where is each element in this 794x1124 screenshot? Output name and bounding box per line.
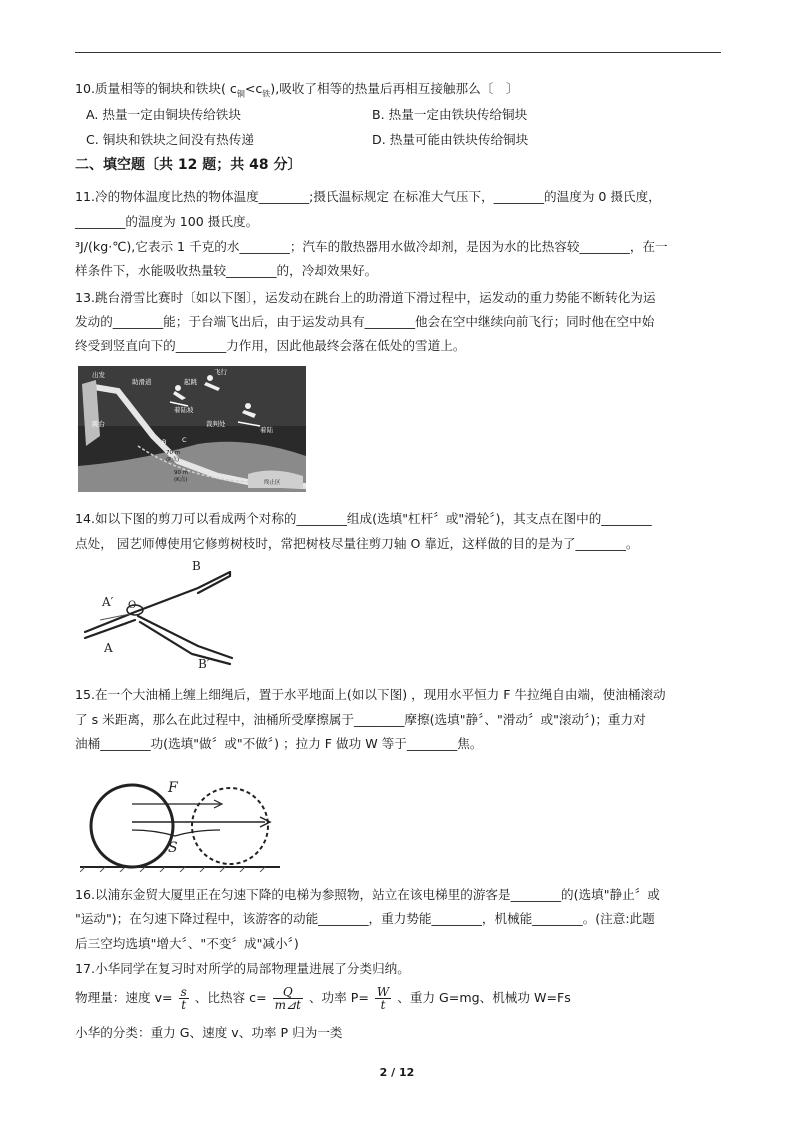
q17-line-1: 17.小华同学在复习时对所学的局部物理量进展了分类归纳。: [75, 961, 410, 976]
q17-formulas: 物理量：速度 v= $\frac{s}{t}$ 、比热容 c= $\frac{Q}{m⊿t}$ 、功率 P= $\frac{W}{t}$ 、重力 G=mg、机械功 W=Fs: [75, 985, 571, 1012]
q15-line-2: 了 s 米距离，那么在此过程中，油桶所受摩擦属于________摩擦(选填"静〞、"滑动〞或"滚动〞)；重力对: [75, 712, 646, 727]
q10-option-d[interactable]: D. 热量可能由铁块传给铜块: [372, 132, 529, 147]
fig-label-landing-slope: 着陆坡: [174, 406, 194, 414]
q17-line-3: 小华的分类：重力 G、速度 v、功率 P 归为一类: [75, 1025, 343, 1040]
header-rule: [75, 52, 721, 53]
fig-label-a-prime: A′: [102, 595, 114, 609]
q11-line-1: 11.冷的物体温度比热的物体温度________;摄氏温标规定 在标准大气压下，________的温度为 0 摄氏度，: [75, 189, 661, 204]
fig-label-b-prime: B′: [198, 657, 210, 670]
fig-label-runway: 助滑道: [132, 378, 152, 386]
fig-label-takeoff: 起跳: [184, 378, 197, 386]
fig-label-judge: 裁判处: [206, 420, 226, 428]
fig-label-b: B: [162, 438, 167, 446]
q16-line-2: "运动")；在匀速下降过程中，该游客的动能________，重力势能________，机械能________。(注意:此题: [75, 911, 655, 926]
q10-stem: 10.质量相等的铜块和铁块( $c_铜<c_铁$),吸收了相等的热量后再相互接触那么〔 〕: [75, 81, 519, 99]
fig-label-f: F: [168, 780, 178, 796]
fig-label-land: 着陆: [260, 426, 273, 434]
specific-heat-fraction: $\frac{Q}{m⊿t}$: [274, 985, 301, 1012]
q10-option-a[interactable]: A. 热量一定由铜块传给铁块: [86, 107, 241, 122]
q10-option-c[interactable]: C. 铜块和铁块之间没有热传递: [86, 132, 254, 147]
q14-line-2: 点处， 园艺师傅使用它修剪树枝时，常把树枝尽量往剪刀轴 O 靠近，这样做的目的是为了________。: [75, 536, 639, 551]
fig-label-a: A: [104, 641, 113, 655]
fig-label-o: O: [128, 600, 137, 611]
fig-label-fly: 飞行: [214, 368, 227, 376]
velocity-fraction: $\frac{s}{t}$: [180, 985, 187, 1012]
fig-label-p-dist: 70 m: [166, 450, 181, 456]
q15-line-1: 15.在一个大油桶上缠上细绳后，置于水平地面上(如以下图) ，现用水平恒力 F 牛拉绳自由端，使油桶滚动: [75, 687, 666, 702]
q13-line-2: 发动的________能；于台端飞出后，由于运发动具有________他会在空中继续向前飞行；同时他在空中始: [75, 314, 655, 329]
scissors-figure: [80, 560, 250, 670]
fig-label-k-dist: 90 m: [174, 470, 189, 476]
q12-line-2: 样条件下，水能吸收热量较________的，冷却效果好。: [75, 263, 378, 278]
q14-line-1: 14.如以下图的剪刀可以看成两个对称的________组成(选填"杠杆〞或"滑轮〞)，其支点在图中的________: [75, 511, 652, 526]
q11-line-2: ________的温度为 100 摄氏度。: [75, 214, 259, 229]
q10-option-b[interactable]: B. 热量一定由铁块传给铜块: [372, 107, 528, 122]
fig-label-platform: 跳台: [92, 420, 105, 428]
q13-line-3: 终受到竖直向下的________力作用，因此他最终会落在低处的雪道上。: [75, 338, 466, 353]
fig-label-b: B: [192, 560, 201, 573]
oil-drum-figure: [80, 772, 280, 872]
fig-label-stop: 终止区: [264, 480, 281, 486]
fig-label-c: C: [182, 436, 187, 444]
fig-label-s: S: [168, 840, 178, 856]
q16-line-3: 后三空均选填"增大〞、"不变〞成"减小〞): [75, 936, 299, 951]
section-heading: 二、填空题〔共 12 题；共 48 分〕: [75, 157, 302, 173]
q15-line-3: 油桶________功(选填"做〞或"不做〞) ；拉力 F 做功 W 等于________焦。: [75, 736, 483, 751]
ski-jump-figure: [78, 366, 306, 492]
q13-line-1: 13.跳台滑雪比赛时〔如以下图〕，运发动在跳台上的助滑道下滑过程中，运发动的重力势能不断转化为运: [75, 290, 656, 305]
q12-line-1: ³J/(kg·℃),它表示 1 千克的水________；汽车的散热器用水做冷却剂，是因为水的比热容较________，在一: [75, 239, 668, 254]
power-fraction: $\frac{W}{t}$: [376, 985, 390, 1012]
fig-label-start: 出发: [92, 371, 105, 379]
fig-label-k-point: (K点): [174, 477, 188, 483]
q16-line-1: 16.以浦东金贸大厦里正在匀速下降的电梯为参照物，站立在该电梯里的游客是________的(选填"静止〞或: [75, 887, 660, 902]
page-number: 2 / 12: [379, 1066, 415, 1079]
fig-label-p-point: (P点): [166, 457, 180, 463]
